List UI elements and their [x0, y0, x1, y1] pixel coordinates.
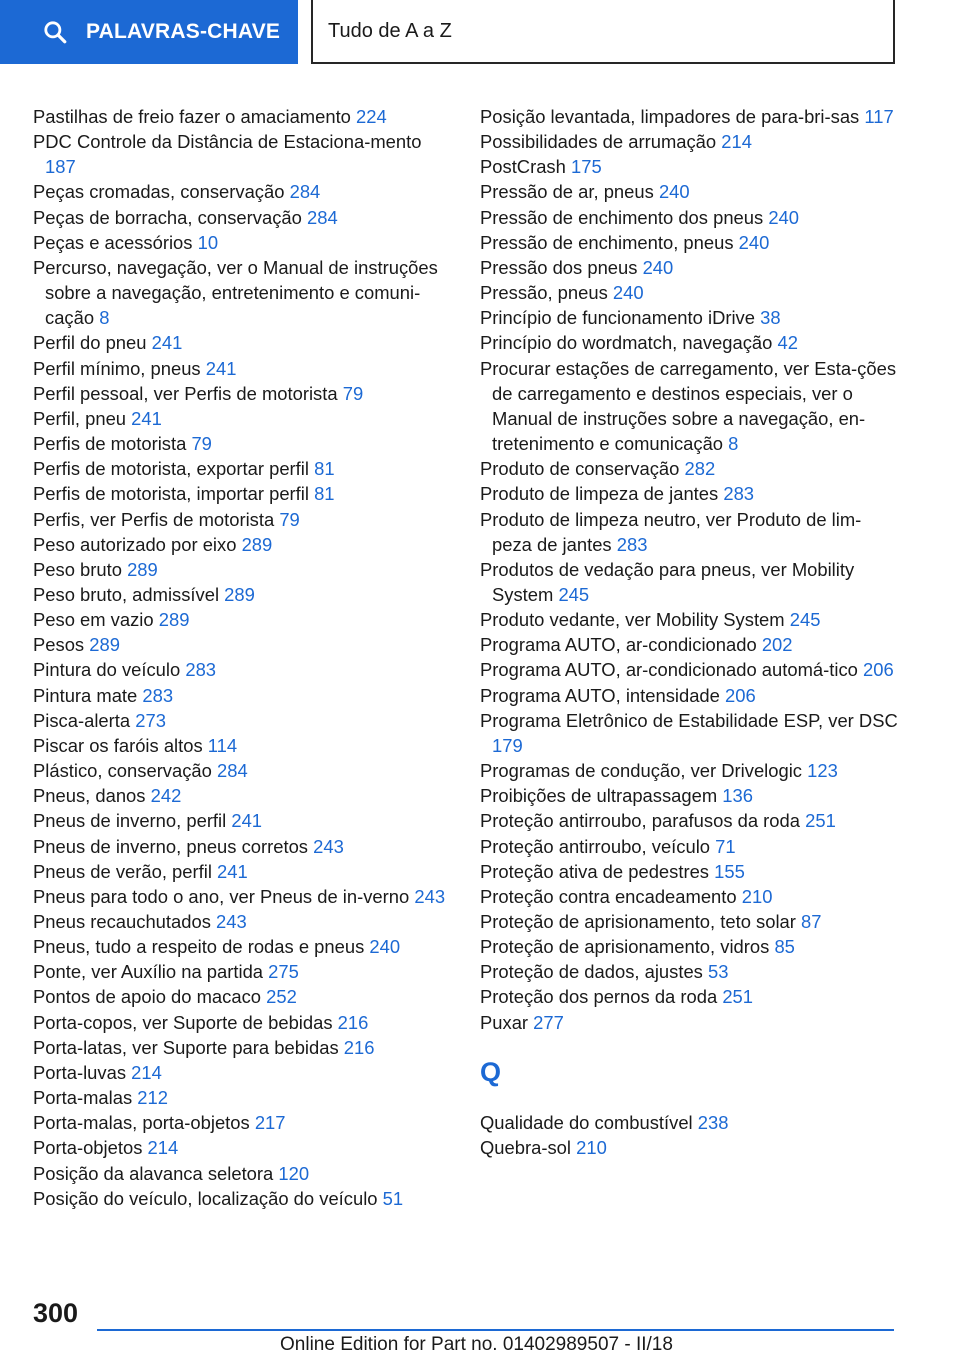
entry-text: Peças e acessórios: [33, 231, 193, 253]
index-entry: [480, 104, 900, 129]
page-link[interactable]: 136: [722, 785, 753, 807]
page-link[interactable]: 289: [127, 558, 158, 580]
index-entry: [480, 1135, 900, 1160]
page-link[interactable]: 283: [723, 483, 755, 505]
entry-text: Perfis de motorista, exportar perfil: [33, 458, 309, 480]
entry-text: Programa Eletrônico de Estabilidade ESP, ver DSC: [480, 709, 898, 731]
entry-text: Proteção ativa de pedestres: [480, 860, 710, 882]
index-entry: [33, 507, 453, 532]
entry-text: Proteção contra encadeamento: [480, 885, 737, 907]
entry-text: Posição do veículo, localização do veículo: [33, 1187, 378, 1209]
entry-text: Peso autorizado por eixo: [33, 533, 237, 555]
index-entry: [33, 733, 453, 758]
entry-text: Possibilidades de arrumação: [480, 131, 717, 153]
index-entry: [33, 582, 453, 607]
index-entry: [480, 205, 900, 230]
page-link[interactable]: 243: [414, 885, 446, 907]
page-link[interactable]: 155: [714, 860, 745, 882]
search-icon: [42, 19, 68, 45]
entry-text: Princípio do wordmatch, navegação: [480, 332, 773, 354]
page-link[interactable]: 217: [254, 1112, 286, 1134]
entry-text: Pneus de inverno, perfil: [33, 810, 227, 832]
entry-text: Percurso, navegação, ver o Manual de instruções sobre a navegação, entretenimento e comuni-cação: [33, 256, 438, 329]
entry-text: PDC Controle da Distância de Estaciona-mento: [33, 131, 422, 153]
index-entry: [33, 959, 453, 984]
index-entry: [33, 632, 453, 657]
index-entry: [33, 431, 453, 456]
entry-text: Pintura do veículo: [33, 659, 181, 681]
index-entry: [33, 532, 453, 557]
index-entry: [33, 1110, 453, 1135]
entry-text: Proteção antirroubo, veículo: [480, 835, 711, 857]
entry-text: Pontos de apoio do macaco: [33, 986, 261, 1008]
index-entry: [480, 1110, 900, 1135]
entry-text: Pneus, tudo a respeito de rodas e pneus: [33, 936, 365, 958]
page-link[interactable]: 85: [774, 936, 795, 958]
page-link[interactable]: 79: [342, 382, 364, 404]
entry-text: Posição levantada, limpadores de para-bri-sas: [480, 106, 860, 127]
entry-text: Produto de limpeza neutro, ver Produto de lim-peza de jantes: [480, 508, 862, 555]
index-entry: [33, 783, 453, 808]
index-entry: [33, 1010, 453, 1035]
index-entry: [480, 657, 900, 682]
index-entry: [480, 557, 900, 607]
entry-text: Pressão de enchimento dos pneus: [480, 206, 764, 228]
page-link[interactable]: 214: [147, 1137, 179, 1159]
page-link[interactable]: 216: [343, 1036, 375, 1058]
index-entry: [33, 1060, 453, 1085]
page-link[interactable]: 202: [761, 634, 793, 656]
entry-text: Plástico, conservação: [33, 760, 212, 782]
index-entry: [33, 607, 453, 632]
index-entry: [480, 230, 900, 255]
page-link[interactable]: 123: [807, 760, 838, 782]
entry-text: Peso em vazio: [33, 609, 154, 631]
entry-text: Procurar estações de carregamento, ver Esta-ções de carregamento e destinos especiais, ver o Manual de instruções sobre a navegação, en-tretenimento e comunicação: [480, 357, 897, 455]
page-link[interactable]: 71: [715, 835, 736, 857]
page-link[interactable]: 284: [217, 760, 248, 782]
page-link[interactable]: 283: [142, 684, 174, 706]
page-link[interactable]: 277: [533, 1011, 564, 1033]
index-entry: [480, 834, 900, 859]
page-link[interactable]: 240: [369, 936, 401, 958]
entry-text: Ponte, ver Auxílio na partida: [33, 961, 264, 983]
page-link[interactable]: 252: [266, 986, 297, 1008]
page-link[interactable]: 289: [158, 609, 190, 631]
index-entry: [33, 884, 453, 909]
entry-text: Peso bruto: [33, 558, 122, 580]
index-entry: [33, 1135, 453, 1160]
page-link[interactable]: 53: [708, 961, 729, 983]
index-entry: [480, 909, 900, 934]
entry-text: Pneus de verão, perfil: [33, 860, 212, 882]
entry-text: Produtos de vedação para pneus, ver Mobility System: [480, 558, 855, 605]
entry-text: Perfis, ver Perfis de motorista: [33, 508, 275, 530]
index-entry: [33, 1186, 453, 1211]
entry-text: Porta-copos, ver Suporte de bebidas: [33, 1011, 333, 1033]
entry-text: Perfil mínimo, pneus: [33, 357, 201, 379]
entry-text: Porta-luvas: [33, 1061, 127, 1083]
page-link[interactable]: 241: [205, 357, 237, 379]
page-link[interactable]: 114: [207, 734, 238, 756]
entry-text: Proteção de dados, ajustes: [480, 961, 703, 983]
index-entry: [480, 255, 900, 280]
index-entry: [33, 129, 453, 179]
page-link[interactable]: 289: [241, 533, 273, 555]
entry-text: Pneus, danos: [33, 785, 146, 807]
entry-text: Pressão, pneus: [480, 282, 608, 304]
index-entry: [33, 683, 453, 708]
page-link[interactable]: 81: [314, 483, 335, 505]
entry-text: Proteção de aprisionamento, teto solar: [480, 911, 796, 932]
page-link[interactable]: 273: [135, 709, 166, 731]
entry-text: Proteção dos pernos da roda: [480, 986, 718, 1008]
index-column-right: [480, 104, 900, 1160]
index-entry: [480, 708, 900, 758]
index-entry: [480, 356, 900, 457]
page-link[interactable]: 289: [224, 583, 255, 605]
a-to-z-index-label: Tudo de A a Z: [328, 19, 452, 42]
page-link[interactable]: 42: [777, 332, 798, 354]
page-link[interactable]: 251: [722, 986, 754, 1008]
page-link[interactable]: 275: [268, 961, 299, 983]
index-entry: [480, 934, 900, 959]
index-entry: [480, 179, 900, 204]
index-entry: [480, 129, 900, 154]
index-entry: [33, 934, 453, 959]
page-link[interactable]: 240: [768, 206, 800, 228]
page-link[interactable]: 289: [89, 634, 120, 656]
page-link[interactable]: 120: [278, 1162, 310, 1184]
page-number: 300: [33, 1298, 79, 1328]
entry-text: Pneus recauchutados: [33, 911, 211, 932]
page-link[interactable]: 251: [805, 810, 836, 832]
entry-text: Posição da alavanca seletora: [33, 1162, 274, 1184]
page-link[interactable]: 245: [558, 583, 590, 605]
entry-text: Pneus de inverno, pneus corretos: [33, 835, 309, 857]
index-entry: [33, 481, 453, 506]
page-link[interactable]: 210: [741, 885, 773, 907]
online-edition-label: Online Edition for Part no. 01402989507 - II/18: [280, 1334, 673, 1355]
page-link[interactable]: 283: [616, 533, 648, 555]
entry-text: Pressão de enchimento, pneus: [480, 231, 734, 253]
index-entry: [33, 657, 453, 682]
index-entry: [480, 305, 900, 330]
page-link[interactable]: 224: [356, 106, 387, 127]
entry-text: Quebra-sol: [480, 1136, 571, 1158]
page-link[interactable]: 214: [131, 1061, 162, 1083]
page-link[interactable]: 8: [99, 307, 110, 329]
index-entry: [480, 154, 900, 179]
index-entry: [480, 607, 900, 632]
index-entry: [480, 632, 900, 657]
page-link[interactable]: 243: [216, 911, 247, 932]
index-entry: [33, 104, 453, 129]
index-entry: [480, 456, 900, 481]
entry-text: Puxar: [480, 1011, 529, 1033]
page-link[interactable]: 241: [217, 860, 248, 882]
page-link[interactable]: 81: [314, 458, 335, 480]
entry-text: Perfil pessoal, ver Perfis de motorista: [33, 382, 338, 404]
entry-text: Produto vedante, ver Mobility System: [480, 609, 785, 631]
index-entry: [480, 758, 900, 783]
index-entry: [33, 859, 453, 884]
index-entry: [480, 859, 900, 884]
index-entry: [33, 330, 453, 355]
entry-text: Porta-malas, porta-objetos: [33, 1112, 250, 1134]
page-link[interactable]: 284: [289, 181, 321, 203]
index-entry: [480, 481, 900, 506]
index-entry: [33, 356, 453, 381]
page-link[interactable]: 214: [721, 131, 752, 153]
page-link[interactable]: 117: [864, 106, 894, 127]
index-entry: [33, 381, 453, 406]
index-entry: [33, 1085, 453, 1110]
footer-divider: [97, 1329, 894, 1331]
page-link[interactable]: 210: [576, 1136, 607, 1158]
a-to-z-index-tab[interactable]: [311, 0, 895, 64]
page-link[interactable]: 240: [612, 282, 644, 304]
index-entry: [33, 834, 453, 859]
index-entry: [33, 1035, 453, 1060]
entry-text: Pesos: [33, 634, 85, 656]
entry-text: Peças de borracha, conservação: [33, 206, 302, 228]
keywords-tab-label: PALAVRAS-CHAVE: [86, 20, 281, 43]
index-entry: [480, 683, 900, 708]
index-entry: [33, 179, 453, 204]
entry-text: Proteção de aprisionamento, vidros: [480, 936, 770, 958]
index-entry: [480, 984, 900, 1009]
page-link[interactable]: 8: [728, 433, 739, 455]
entry-text: Proteção antirroubo, parafusos da roda: [480, 810, 800, 832]
page-link[interactable]: 242: [150, 785, 182, 807]
page-link[interactable]: 10: [197, 231, 219, 253]
entry-text: PostCrash: [480, 156, 566, 178]
page-link[interactable]: 216: [337, 1011, 369, 1033]
entry-text: Perfis de motorista, importar perfil: [33, 483, 309, 505]
q-entry-list: [480, 1110, 900, 1160]
entry-text: Porta-latas, ver Suporte para bebidas: [33, 1036, 339, 1058]
index-entry: [33, 708, 453, 733]
index-entry: [33, 557, 453, 582]
page-link[interactable]: 38: [760, 307, 781, 329]
index-entry: [33, 758, 453, 783]
index-entry: [480, 959, 900, 984]
entry-text: Perfis de motorista: [33, 433, 187, 455]
entry-text: Produto de conservação: [480, 458, 680, 480]
entry-text: Peças cromadas, conservação: [33, 181, 285, 203]
page-link[interactable]: 238: [697, 1111, 729, 1133]
index-entry: [33, 909, 453, 934]
page-link[interactable]: 212: [137, 1087, 168, 1109]
page-link[interactable]: 243: [313, 835, 344, 857]
entry-text: Porta-malas: [33, 1087, 133, 1109]
index-column-left: [33, 104, 453, 1211]
index-entry: [33, 984, 453, 1009]
entry-text: Pisca-alerta: [33, 709, 131, 731]
entry-text: Porta-objetos: [33, 1137, 143, 1159]
entry-text: Programa AUTO, intensidade: [480, 684, 720, 706]
page-link[interactable]: 79: [279, 508, 300, 530]
index-entry: [480, 330, 900, 355]
page-link[interactable]: 240: [738, 231, 770, 253]
entry-text: Programas de condução, ver Drivelogic: [480, 760, 802, 782]
index-entry: [33, 1161, 453, 1186]
page-link[interactable]: 240: [642, 256, 674, 278]
index-entry: [33, 406, 453, 431]
entry-text: Proibições de ultrapassagem: [480, 785, 718, 807]
index-entry: [33, 456, 453, 481]
page-link[interactable]: 241: [131, 407, 162, 429]
page-link[interactable]: 284: [307, 206, 338, 228]
entry-text: Qualidade do combustível: [480, 1111, 693, 1133]
page-link[interactable]: 175: [570, 156, 602, 178]
entry-text: Perfil do pneu: [33, 332, 147, 354]
page-link[interactable]: 51: [382, 1187, 404, 1209]
entry-text: Pastilhas de freio fazer o amaciamento: [33, 106, 351, 127]
entry-text: Princípio de funcionamento iDrive: [480, 307, 755, 329]
page-link[interactable]: 79: [191, 433, 212, 455]
page-link[interactable]: 283: [185, 659, 217, 681]
entry-text: Perfil, pneu: [33, 407, 127, 429]
index-entry: [33, 205, 453, 230]
right-entry-list: [480, 104, 900, 1035]
page-link[interactable]: 87: [801, 911, 822, 932]
keywords-tab-button[interactable]: [0, 0, 298, 64]
entry-text: Pintura mate: [33, 684, 138, 706]
index-entry: [480, 884, 900, 909]
page-link[interactable]: 241: [151, 332, 183, 354]
page-link[interactable]: 179: [492, 734, 523, 756]
entry-text: Peso bruto, admissível: [33, 583, 220, 605]
index-entry: [480, 808, 900, 833]
index-entry: [33, 255, 453, 330]
page-link[interactable]: 282: [684, 458, 716, 480]
page-link[interactable]: 206: [863, 659, 894, 681]
page-link[interactable]: 206: [725, 684, 756, 706]
entry-text: Piscar os faróis altos: [33, 734, 203, 756]
page-link[interactable]: 241: [231, 810, 263, 832]
entry-text: Pressão dos pneus: [480, 256, 638, 278]
page-link[interactable]: 187: [45, 156, 76, 178]
entry-text: Pneus para todo o ano, ver Pneus de in-verno: [33, 885, 410, 907]
entry-text: Produto de limpeza de jantes: [480, 483, 719, 505]
index-entry: [33, 808, 453, 833]
index-entry: [480, 783, 900, 808]
index-entry: [480, 280, 900, 305]
index-entry: [33, 230, 453, 255]
section-letter-q: Q: [480, 1056, 502, 1087]
index-entry: [480, 507, 900, 557]
entry-text: Pressão de ar, pneus: [480, 181, 654, 203]
index-entry: [480, 1010, 900, 1035]
page-link[interactable]: 245: [789, 609, 821, 631]
entry-text: Programa AUTO, ar-condicionado: [480, 634, 757, 656]
entry-text: Programa AUTO, ar-condicionado automá-tico: [480, 659, 858, 681]
page-link[interactable]: 240: [658, 181, 690, 203]
